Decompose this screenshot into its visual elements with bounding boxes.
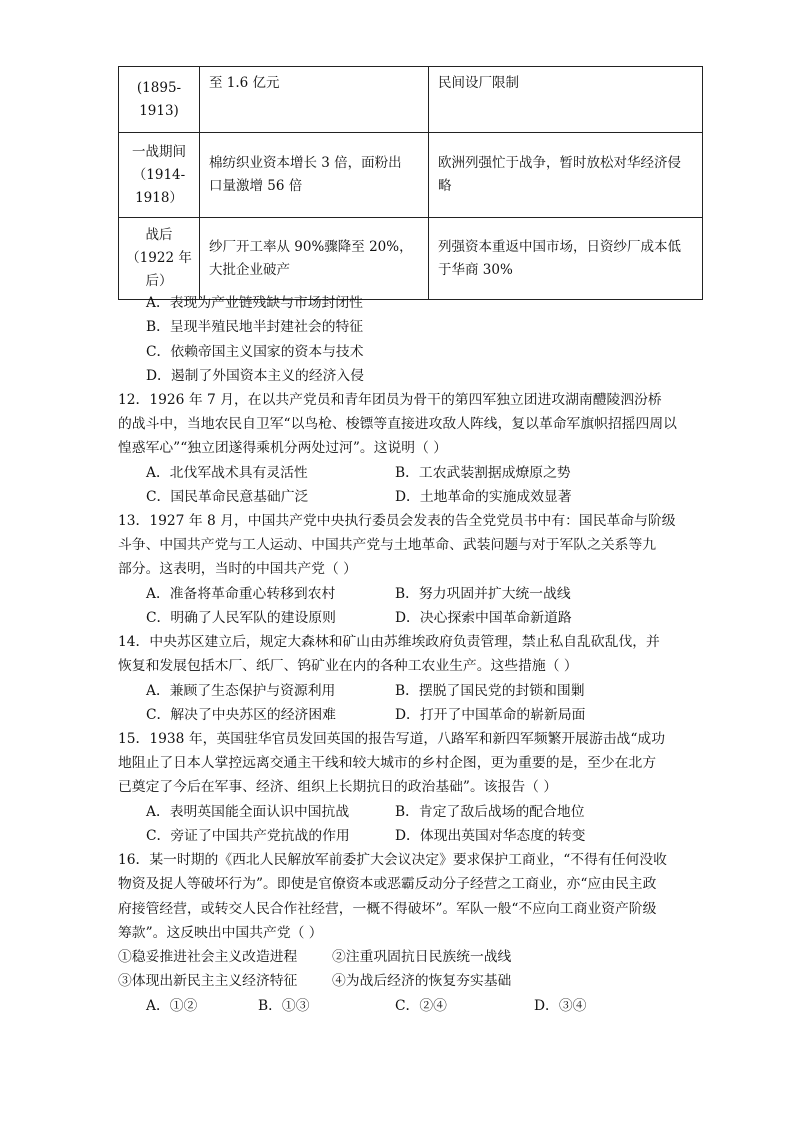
q13-option-d[interactable]: D．决心探索中国革命新道路 bbox=[395, 610, 572, 626]
table-row bbox=[119, 218, 703, 300]
q12-option-b[interactable]: B．工农武装割据成燎原之势 bbox=[395, 465, 571, 481]
q16-option-b[interactable]: B．①③ bbox=[258, 998, 310, 1014]
q11-option-c[interactable]: C．依赖帝国主义国家的资本与技术 bbox=[146, 344, 364, 360]
change-line: 棉纺织业资本增长 3 倍，面粉出 bbox=[209, 155, 402, 171]
q15-stem-line: 15．1938 年，英国驻华官员发回英国的报告写道，八路军和新四军频繁开展游击战“成功 bbox=[118, 731, 665, 747]
change-cell bbox=[200, 133, 429, 218]
q12-stem-line: 惶惑军心”“独立团遂得乘机分两处过河”。这说明（ ） bbox=[118, 440, 448, 456]
reason-line: 列强资本重返中国市场，日资纱厂成本低 bbox=[438, 238, 681, 255]
change-line: 至 1.6 亿元 bbox=[209, 75, 280, 91]
reason-line: 民间设厂限制 bbox=[438, 75, 519, 91]
q13-stem-line: 部分。这表明，当时的中国共产党（ ） bbox=[118, 561, 357, 577]
q16-item-4: ④为战后经济的恢复夯实基础 bbox=[332, 973, 512, 989]
q11-option-d[interactable]: D．遏制了外国资本主义的经济入侵 bbox=[146, 368, 365, 384]
q15-option-d[interactable]: D．体现出英国对华态度的转变 bbox=[395, 828, 586, 844]
q15-option-c[interactable]: C．旁证了中国共产党抗战的作用 bbox=[146, 828, 350, 844]
q16-option-a[interactable]: A．①② bbox=[146, 998, 198, 1014]
q13-option-c[interactable]: C．明确了人民军队的建设原则 bbox=[146, 610, 336, 626]
period-line: （1914- bbox=[132, 166, 186, 183]
q12-option-c[interactable]: C．国民革命民意基础广泛 bbox=[146, 489, 309, 505]
q16-item-1: ①稳妥推进社会主义改造进程 bbox=[118, 949, 298, 965]
reason-cell bbox=[429, 67, 703, 133]
change-cell bbox=[200, 218, 429, 300]
period-cell bbox=[119, 133, 200, 218]
reason-line: 欧洲列强忙于战争，暂时放松对华经济侵 bbox=[438, 155, 681, 171]
q14-option-b[interactable]: B．摆脱了国民党的封锁和围剿 bbox=[395, 683, 585, 699]
comparison-table bbox=[118, 66, 703, 300]
table-row bbox=[119, 133, 703, 218]
reason-line: 略 bbox=[438, 178, 452, 194]
q16-stem-line: 16．某一时期的《西北人民解放军前委扩大会议决定》要求保护工商业，“不得有任何没收 bbox=[118, 852, 667, 868]
q15-option-b[interactable]: B．肯定了敌后战场的配合地位 bbox=[395, 804, 585, 820]
period-line: (1895- bbox=[136, 79, 182, 96]
q13-option-b[interactable]: B．努力巩固并扩大统一战线 bbox=[395, 586, 571, 602]
q13-stem-line: 斗争、中国共产党与工人运动、中国共产党与土地革命、武装问题与对于军队之关系等九 bbox=[118, 537, 657, 553]
q12-option-d[interactable]: D．土地革命的实施成效显著 bbox=[395, 489, 572, 505]
period-line: 战后 bbox=[145, 227, 173, 243]
q11-option-a[interactable]: A．表现为产业链残缺与市场封闭性 bbox=[146, 295, 363, 311]
period-cell bbox=[119, 218, 200, 300]
q12-stem-line: 12．1926 年 7 月，在以共产党员和青年团员为骨干的第四军独立团进攻湖南醴陵泗汾桥 bbox=[118, 392, 662, 408]
period-line: 后） bbox=[145, 273, 173, 289]
q14-option-d[interactable]: D．打开了中国革命的崭新局面 bbox=[395, 707, 586, 723]
period-line: （1922 年 bbox=[126, 250, 192, 266]
q14-option-a[interactable]: A．兼顾了生态保护与资源利用 bbox=[146, 683, 336, 699]
change-line: 纱厂开工率从 90%骤降至 20%， bbox=[209, 238, 413, 255]
q15-option-a[interactable]: A．表明英国能全面认识中国抗战 bbox=[146, 804, 350, 820]
period-line: 1918） bbox=[135, 189, 183, 206]
q16-item-2: ②注重巩固抗日民族统一战线 bbox=[332, 949, 512, 965]
q15-stem-line: 已奠定了今后在军事、经济、组织上长期抗日的政治基础”。该报告（ ） bbox=[118, 779, 558, 795]
q16-stem-line: 物资及捉人等破坏行为”。即使是官僚资本或恶霸反动分子经营之工商业，亦“应由民主政 bbox=[118, 876, 657, 892]
reason-cell bbox=[429, 218, 703, 300]
q12-option-a[interactable]: A．北伐军战术具有灵活性 bbox=[146, 465, 308, 481]
reason-cell bbox=[429, 133, 703, 218]
q14-option-c[interactable]: C．解决了中央苏区的经济困难 bbox=[146, 707, 336, 723]
q16-option-d[interactable]: D．③④ bbox=[534, 998, 587, 1014]
change-line: 口量激增 56 倍 bbox=[209, 178, 303, 194]
q12-stem-line: 的战斗中，当地农民自卫军“以鸟枪、梭镖等直接进攻敌人阵线，复以革命军旗帜招摇四周以 bbox=[118, 416, 677, 432]
q16-option-c[interactable]: C．②④ bbox=[395, 998, 447, 1014]
table-row bbox=[119, 67, 703, 133]
q16-item-3: ③体现出新民主主义经济特征 bbox=[118, 973, 298, 989]
period-cell bbox=[119, 67, 200, 133]
q13-stem-line: 13．1927 年 8 月，中国共产党中央执行委员会发表的告全党党员书中有：国民革命与阶级 bbox=[118, 513, 676, 529]
change-line: 大批企业破产 bbox=[209, 261, 290, 278]
period-line: 一战期间 bbox=[132, 143, 186, 160]
q16-stem-line: 府接管经营，或转交人民合作社经营，一概不得破坏”。军队一般“不应向工商业资产阶级 bbox=[118, 901, 657, 917]
q14-stem-line: 14．中央苏区建立后，规定大森林和矿山由苏维埃政府负责管理，禁止私自乱砍乱伐，并 bbox=[118, 634, 660, 650]
reason-line: 于华商 30% bbox=[438, 261, 513, 278]
q14-stem-line: 恢复和发展包括木厂、纸厂、钨矿业在内的各种工农业生产。这些措施（ ） bbox=[118, 658, 578, 674]
change-cell bbox=[200, 67, 429, 133]
period-line: 1913) bbox=[139, 102, 179, 119]
q11-option-b[interactable]: B．呈现半殖民地半封建社会的特征 bbox=[146, 319, 364, 335]
q15-stem-line: 地阻止了日本人掌控远离交通主干线和较大城市的乡村企图，更为重要的是，至少在北方 bbox=[118, 755, 657, 771]
q13-option-a[interactable]: A．准备将革命重心转移到农村 bbox=[146, 586, 336, 602]
q16-stem-line: 筹款”。这反映出中国共产党（ ） bbox=[118, 925, 323, 941]
